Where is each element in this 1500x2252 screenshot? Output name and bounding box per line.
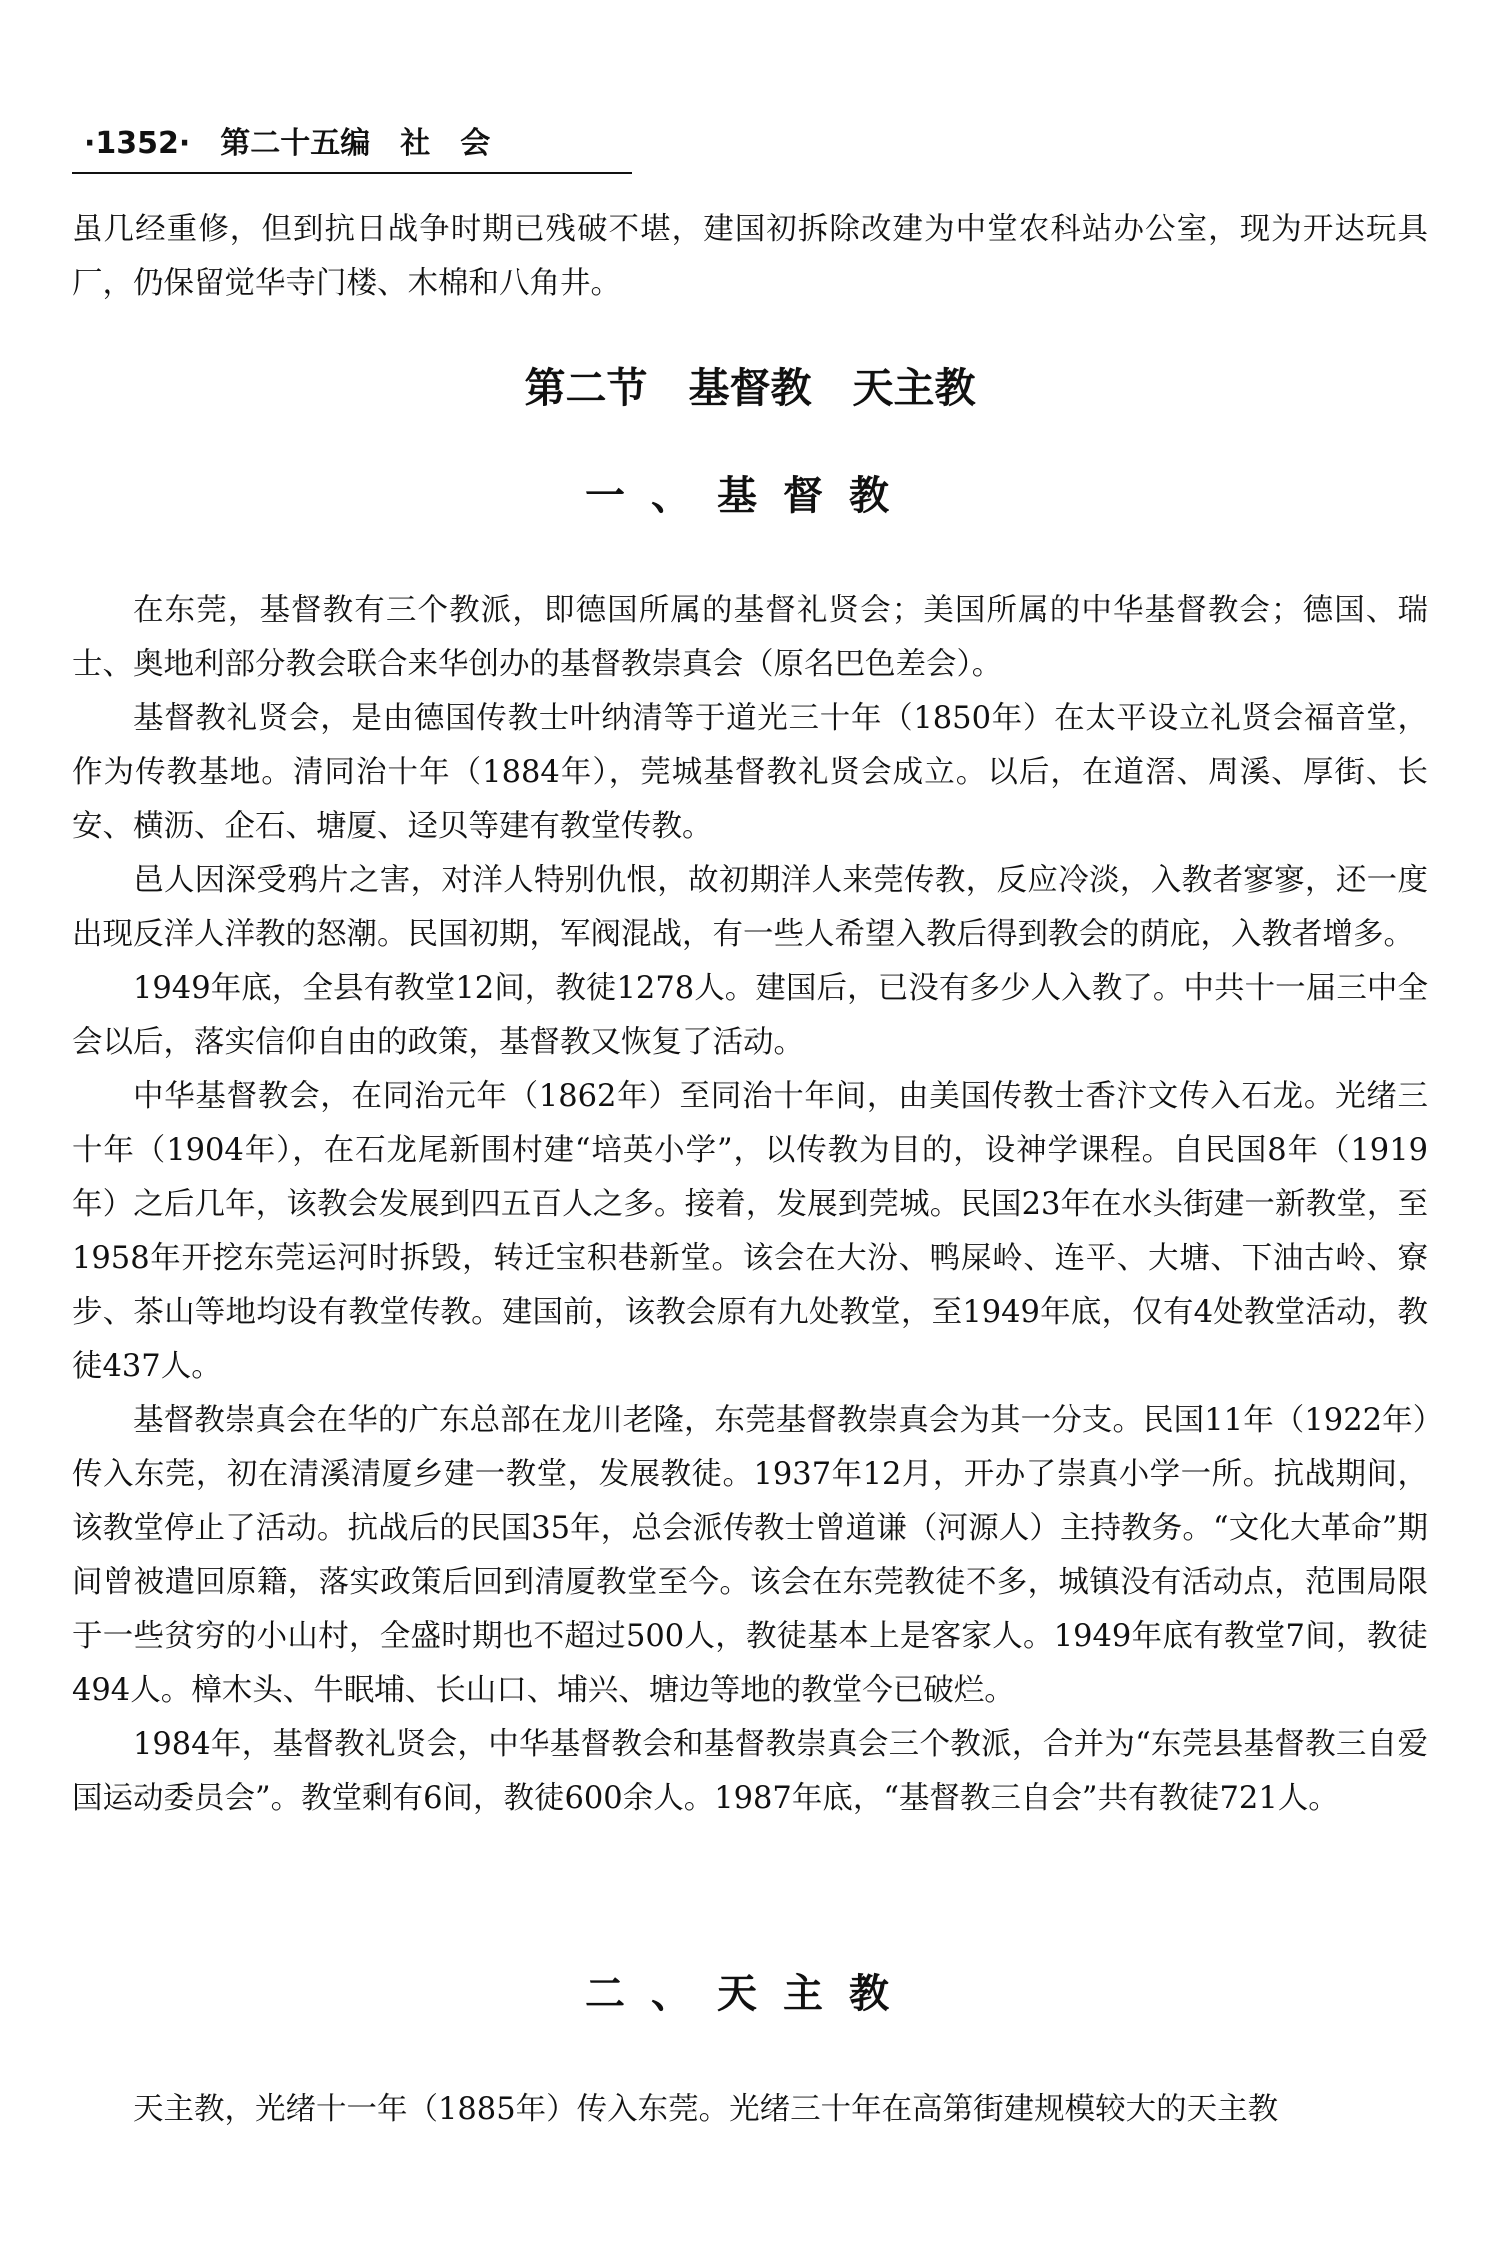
section-title: 第二节 基督教 天主教: [524, 364, 976, 412]
volume-title: 第二十五编 社 会: [220, 126, 491, 161]
running-header: [72, 122, 592, 166]
subsection-body-christianity: [72, 584, 1428, 1826]
header-rule: [72, 172, 632, 174]
paragraph: 1949年底，全县有教堂12间，教徒1278人。建国后，已没有多少人入教了。中共十一届三中全会以后，落实信仰自由的政策，基督教又恢复了活动。: [72, 971, 1428, 1060]
paragraph: 基督教崇真会在华的广东总部在龙川老隆，东莞基督教崇真会为其一分支。民国11年（1922年）传入东莞，初在清溪清厦乡建一教堂，发展教徒。1937年12月，开办了崇真小学一所。抗战期间，该教堂停止了活动。抗战后的民国35年，总会派传教士曾道谦（河源人）主持教务。“文化大革命”期间曾被遣回原籍，落实政策后回到清厦教堂至今。该会在东莞教徒不多，城镇没有活动点，范围局限于一些贫穷的小山村，全盛时期也不超过500人，教徒基本上是客家人。1949年底有教堂7间，教徒494人。樟木头、牛眠埔、长山口、埔兴、塘边等地的教堂今已破烂。: [72, 1403, 1428, 1708]
subsection-body-catholicism: [72, 2083, 1428, 2137]
paragraph: 中华基督教会，在同治元年（1862年）至同治十年间，由美国传教士香汴文传入石龙。光绪三十年（1904年），在石龙尾新围村建“培英小学”，以传教为目的，设神学课程。自民国8年（1919年）之后几年，该教会发展到四五百人之多。接着，发展到莞城。民国23年在水头街建一新教堂，至1958年开挖东莞运河时拆毁，转迁宝积巷新堂。该会在大汾、鸭屎岭、连平、大塘、下油古岭、寮步、茶山等地均设有教堂传教。建国前，该教会原有九处教堂，至1949年底，仅有4处教堂活动，教徒437人。: [72, 1079, 1428, 1384]
continuation-paragraph: 虽几经重修，但到抗日战争时期已残破不堪，建国初拆除改建为中堂农科站办公室，现为开达玩具厂，仍保留觉华寺门楼、木棉和八角井。: [72, 212, 1428, 301]
paragraph: 基督教礼贤会，是由德国传教士叶纳清等于道光三十年（1850年）在太平设立礼贤会福音堂，作为传教基地。清同治十年（1884年），莞城基督教礼贤会成立。以后，在道滘、周溪、厚街、长安、横沥、企石、塘厦、迳贝等建有教堂传教。: [72, 701, 1428, 844]
subsection-title-christianity: 一、基督教: [585, 472, 915, 519]
paragraph: 在东莞，基督教有三个教派，即德国所属的基督礼贤会；美国所属的中华基督教会；德国、瑞士、奥地利部分教会联合来华创办的基督教崇真会（原名巴色差会）。: [72, 593, 1428, 682]
continuation-text: [72, 203, 1428, 311]
paragraph: 1984年，基督教礼贤会，中华基督教会和基督教崇真会三个教派，合并为“东莞县基督教三自爱国运动委员会”。教堂剩有6间，教徒600余人。1987年底，“基督教三自会”共有教徒721人。: [72, 1727, 1428, 1816]
paragraph: 天主教，光绪十一年（1885年）传入东莞。光绪三十年在高第街建规模较大的天主教: [133, 2092, 1279, 2127]
paragraph: 邑人因深受鸦片之害，对洋人特别仇恨，故初期洋人来莞传教，反应冷淡，入教者寥寥，还一度出现反洋人洋教的怒潮。民国初期，军阀混战，有一些人希望入教后得到教会的荫庇，入教者增多。: [72, 863, 1428, 952]
page-number: ·1352·: [84, 126, 191, 161]
subsection-title-catholicism: 二、天主教: [585, 1970, 915, 2017]
